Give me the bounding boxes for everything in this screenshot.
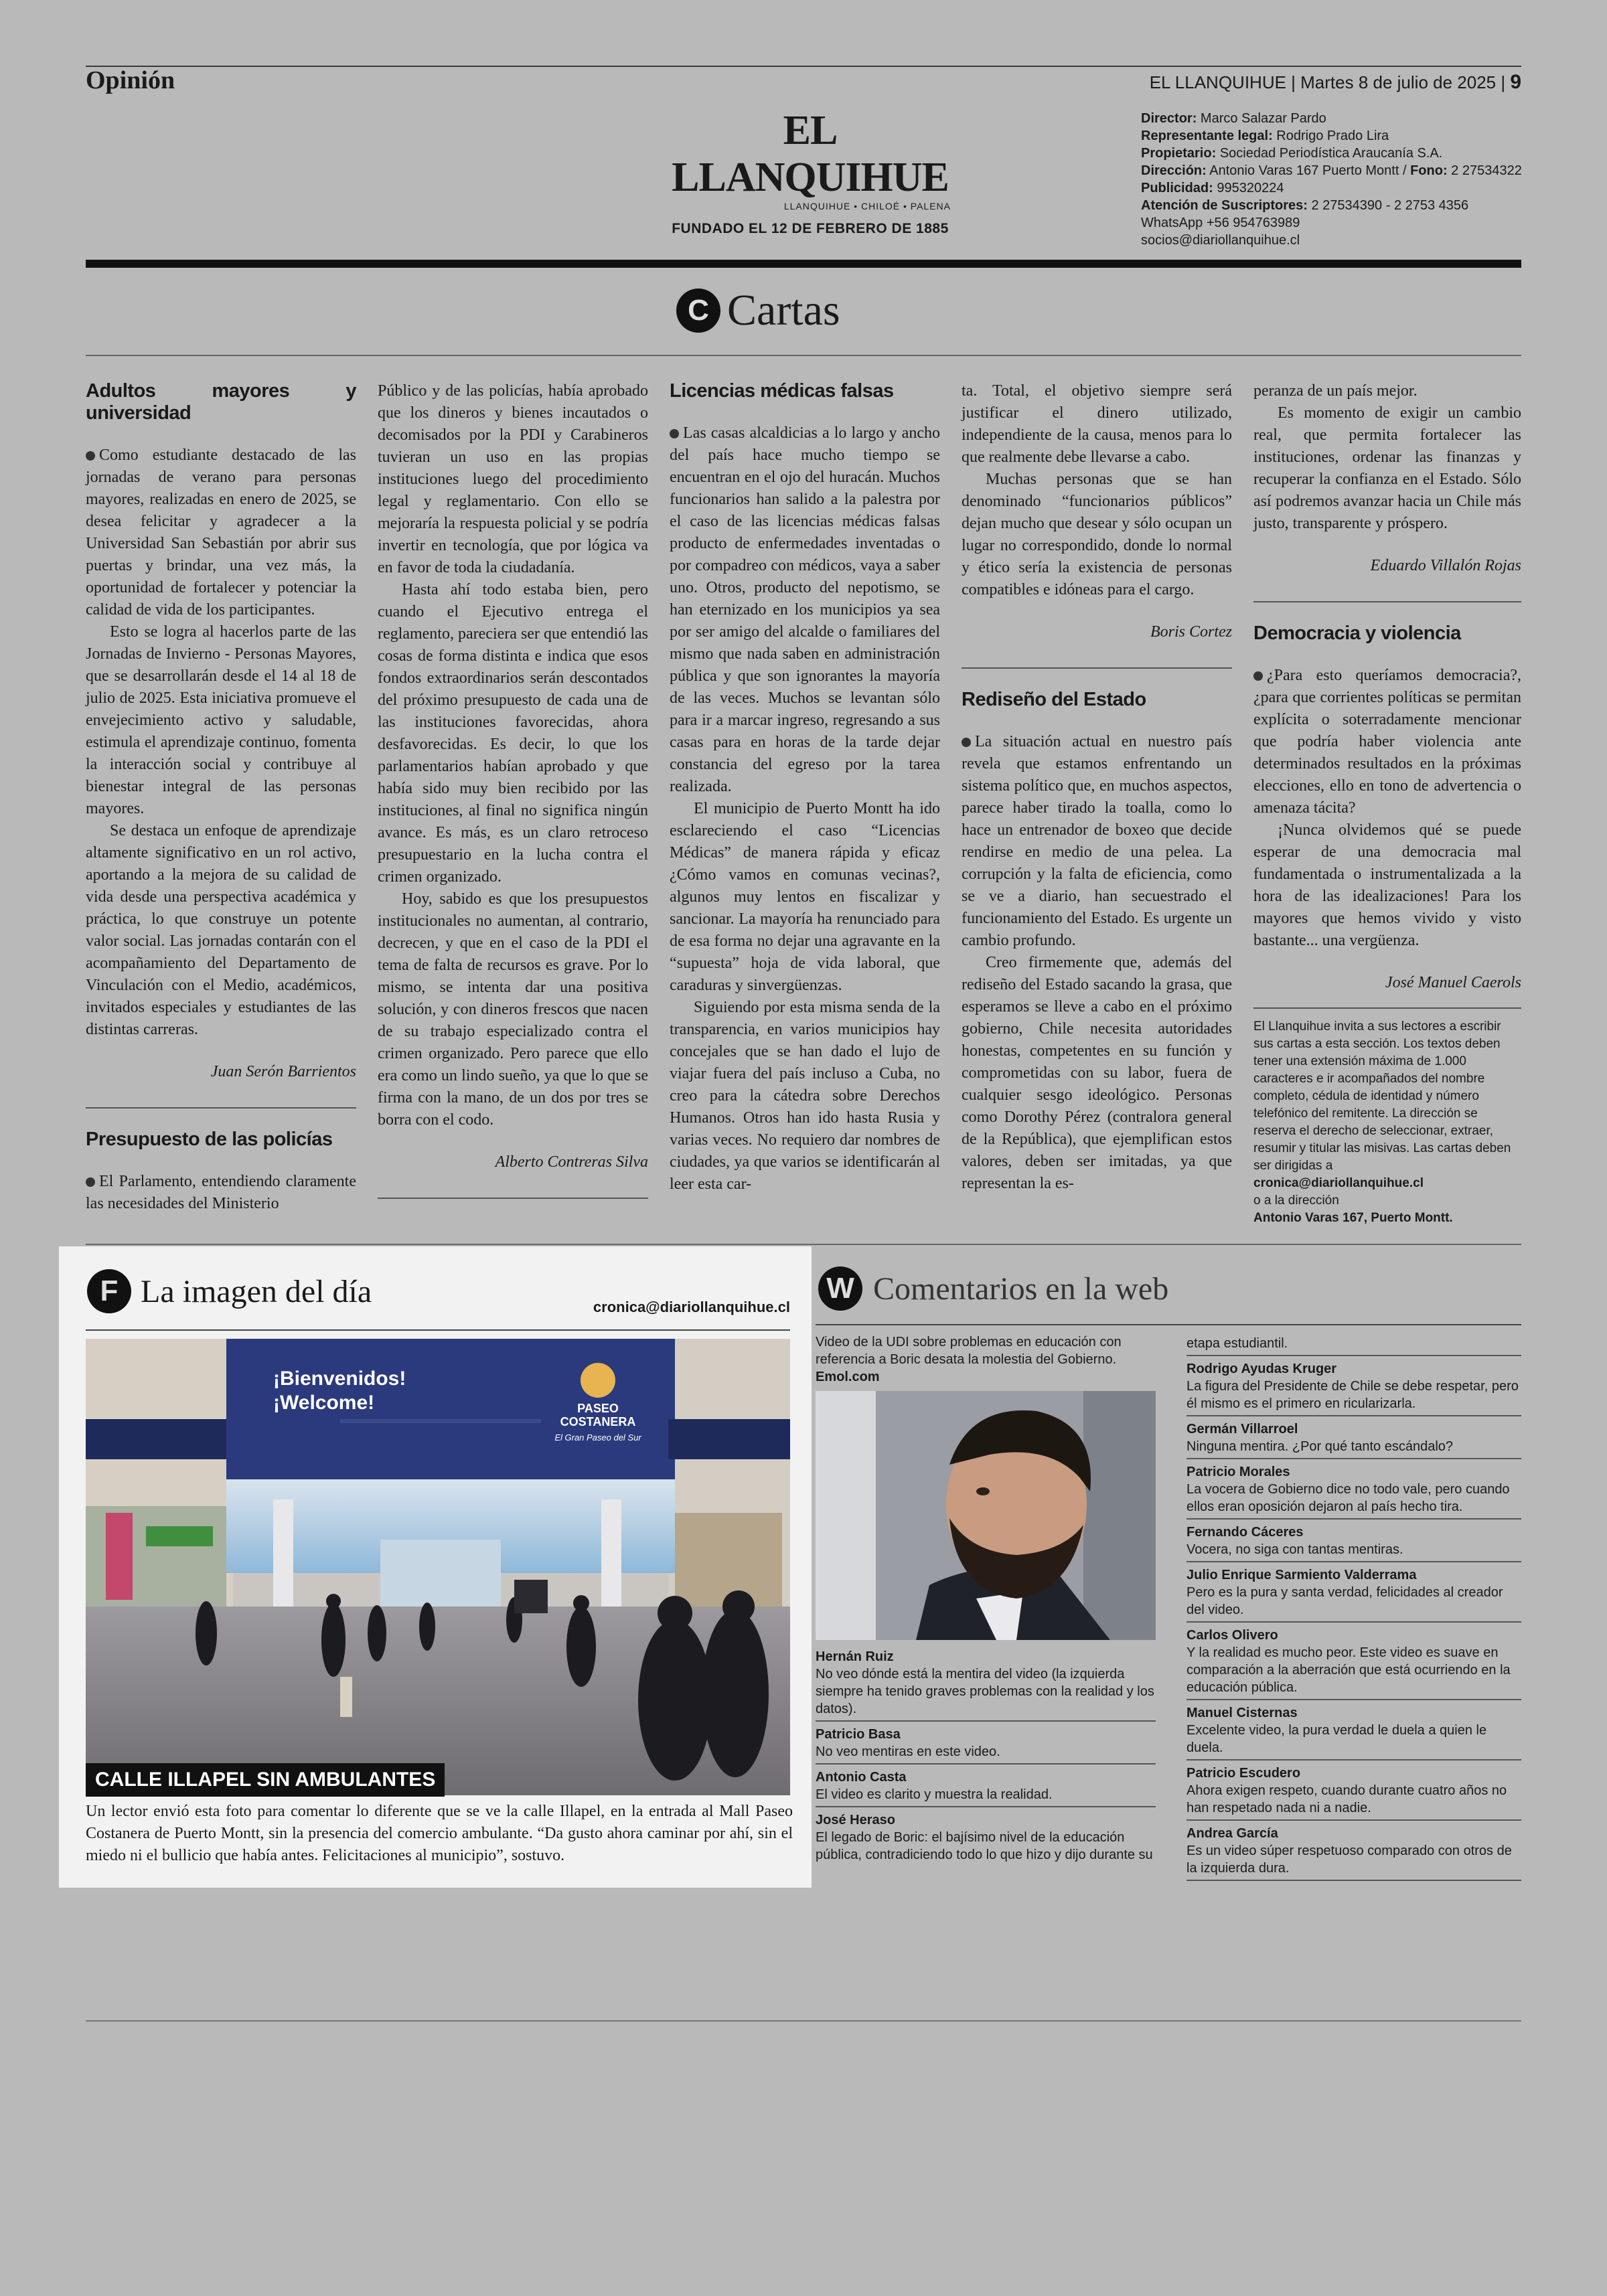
staff-box (1141, 110, 1529, 249)
letter-paragraph: Siguiendo por esta misma senda de la transparencia, en varios municipios hay concejales que se han dado el lujo de viajar fuera del país incluso a Cuba, no creo para la cátedra sobre Derechos Humanos. Otros han ido hasta Rusia y varias veces. No requiero dar nombres de ciudades, ya que varios se identificarán al leer esta car- (670, 999, 940, 1193)
letter-paragraph: Creo firmemente que, además del rediseño del Estado sacando la grasa, que esperamos se lleve a cabo en el próximo gobierno, Chile necesita autoridades honestas, competentes en su función y comprometidas con su labor, fuera de cualquier sesgo ideológico. Personas como Dorothy Pérez (contralora general de la República), que ejemplifican estos valores, deben ser imitadas, ya que representan la es- (962, 954, 1232, 1192)
image-title: La imagen del día (141, 1273, 372, 1309)
letters-column-1 (86, 380, 356, 1215)
news-intro: Video de la UDI sobre problemas en educación con referencia a Boric desata la molestia del Gobierno. Emol.com (816, 1335, 1122, 1384)
letter-paragraph: Es momento de exigir un cambio real, que permita fortalecer las instituciones, ordenar las finanzas y recuperar la confianza en el Estado. Sólo así podremos avanzar hacia un Chile más justo, transparente y próspero. (1253, 404, 1521, 532)
comment-item: Fernando Cáceres Vocera, no siga con tantas mentiras. (1187, 1522, 1521, 1562)
letter-paragraph: El Parlamento, entendiendo claramente las necesidades del Ministerio (86, 1173, 356, 1212)
letter-paragraph: Como estudiante destacado de las jornadas de verano para personas mayores, realizadas en enero de 2025, se desea felicitar y agradecer a la Universidad San Sebastián por abrir sus puertas y brindar, una vez más, la oportunidad de fortalecer y potenciar la calidad de vida de los participantes. (86, 446, 356, 619)
divider (378, 1198, 648, 1199)
mall-logo: PASEO COSTANERA El Gran Paseo del Sur (548, 1363, 648, 1443)
web-rule (816, 1324, 1521, 1325)
letter-title: Rediseño del Estado (962, 689, 1146, 710)
comment-item: Patricio Morales La vocera de Gobierno dice no todo vale, pero cuando ellos eran oposición dejaron al país hecho tira. (1187, 1462, 1521, 1520)
divider (1253, 1007, 1521, 1009)
comments-left-column (816, 1333, 1156, 1869)
comment-item: Hernán Ruiz No veo dónde está la mentira del video (la izquierda siempre ha tenido graves problemas con la realidad y los datos). (816, 1647, 1156, 1722)
note-email[interactable]: cronica@diariollanquihue.cl (1253, 1176, 1424, 1190)
staff-row: Representante legal: Rodrigo Prado Lira (1141, 129, 1389, 143)
letter-paragraph: ¡Nunca olvidemos qué se puede esperar de una democracia mal fundamentada o instrumentalizada a la hora de las idealizaciones! Para los mayores que hemos vivido y visto bastante... una vergüenza. (1253, 821, 1521, 949)
comment-item: Julio Enrique Sarmiento Valderrama Pero es la pura y santa verdad, felicidades al creador del video. (1187, 1565, 1521, 1623)
comment-item: Antonio Casta El video es clarito y muestra la realidad. (816, 1767, 1156, 1807)
letter-paragraph: Hasta ahí todo estaba bien, pero cuando el Ejecutivo entrega el reglamento, pareciera ser que entendió las cosas de forma distinta e indica que esos fondos extraordinarios serán descontados del próximo presupuesto de cada una de las instituciones favorecidas, ahora desfavorecidas. Es decir, lo que los parlamentarios habían aprobado y que había sido muy bien recibido por las instituciones, al final no significa ningún avance. Es más, es un claro retroceso presupuestario en la lucha contra el crimen organizado. (378, 581, 648, 886)
letters-column-5 (1253, 380, 1521, 1227)
paper-name: EL LLANQUIHUE (1149, 72, 1286, 92)
letters-column-4 (962, 380, 1232, 1195)
comment-item: Patricio Escudero Ahora exigen respeto, cuando durante cuatro años no han respetado nada ni a nadie. (1187, 1763, 1521, 1821)
letter-paragraph: Esto se logra al hacerlos parte de las Jornadas de Invierno - Personas Mayores, que se desarrollarán desde el 14 al 18 de julio de 2025. Esta iniciativa promueve el envejecimiento activo y saludable, estimula el aprendizaje continuo, fomenta la interacción social y contribuye al bienestar integral de las personas mayores. (86, 623, 356, 817)
image-badge-icon: F (87, 1269, 131, 1313)
letters-column-3 (670, 380, 940, 1196)
letter-signature: Eduardo Villalón Rojas (1370, 557, 1521, 574)
section-rule (86, 1244, 1521, 1245)
letter-paragraph: Se destaca un enfoque de aprendizaje altamente significativo en un rol activo, aportando a la mejora de su calidad de vida desde una perspectiva académica y práctica, lo que construye un potente valor social. Las jornadas contarán con el acompañamiento del Departamento de Vinculación con el Medio, académicos, invitados especiales y estudiantes de las distintas carreras. (86, 822, 356, 1038)
letter-paragraph: Muchas personas que se han denominado “funcionarios públicos” dejan mucho que desear y sólo ocupan un lugar no correspondido, donde lo normal y ético sería la existencia de personas compatibles e idóneas para el cargo. (962, 471, 1232, 598)
bullet-icon (86, 451, 95, 461)
section-label: Opinión (86, 66, 175, 94)
header-thick-rule (86, 260, 1521, 268)
masthead-subtitle: LLANQUIHUE • CHILOÉ • PALENA (783, 201, 951, 212)
letters-column-2 (378, 380, 648, 1219)
comment-item: Carlos Olivero Y la realidad es mucho peor. Este video es suave en comparación a la aberración que está ocurriendo en la educación pública. (1187, 1625, 1521, 1700)
web-badge-icon: W (818, 1266, 862, 1311)
comment-item: José Heraso El legado de Boric: el bajísimo nivel de la educación pública, contradiciendo todo lo que hizo y dijo durante su (816, 1813, 1153, 1862)
staff-row: WhatsApp +56 954763989 (1141, 216, 1300, 230)
cartas-rule (86, 355, 1521, 356)
comment-continued: etapa estudiantil. (1187, 1333, 1521, 1356)
bullet-icon (86, 1177, 95, 1187)
comment-item: Andrea García Es un video súper respetuoso comparado con otros de la izquierda dura. (1187, 1823, 1521, 1881)
image-of-the-day (59, 1246, 812, 1888)
comment-item: Rodrigo Ayudas Kruger La figura del Presidente de Chile se debe respetar, pero él mismo es el primero en ricularizarla. (1187, 1359, 1521, 1416)
submission-note: El Llanquihue invita a sus lectores a escribir sus cartas a esta sección. Los textos deben tener una extensión máxima de 1.000 caracteres e ir acompañados del nombre completo, cédula de identidad y número telefónico del remitente. La dirección se reserva el derecho de seleccionar, extraer, resumir y titular las misivas. Las cartas deben ser dirigidas a cronica@diariollanquihue.cl o a la dirección Antonio Varas 167, Puerto Montt. (1253, 1019, 1511, 1225)
letter-signature: Juan Serón Barrientos (210, 1063, 356, 1080)
banner-welcome: ¡Bienvenidos! ¡Welcome! (273, 1368, 406, 1414)
bullet-icon (670, 429, 679, 438)
image-email[interactable]: cronica@diariollanquihue.cl (593, 1299, 790, 1315)
cartas-heading (676, 285, 840, 336)
comments-right-column (1187, 1333, 1521, 1884)
letter-paragraph: El municipio de Puerto Montt ha ido esclareciendo el caso “Licencias Médicas” de manera rápida y eficaz ¿Cómo vamos en comunas vecinas?, algunos muy lentos en fiscalizar y sancionar. La mayoría ha renunciado para de esa forma no dejar una agravante en la “supuesta” hoja de vida laboral, que caraduras y sinvergüenzas. (670, 800, 940, 994)
bullet-icon (1253, 671, 1263, 681)
image-rule (86, 1329, 790, 1331)
web-comments-heading (818, 1266, 1168, 1311)
staff-row: Director: Marco Salazar Pardo (1141, 111, 1326, 126)
cartas-title: Cartas (727, 286, 840, 335)
letter-paragraph: Las casas alcaldicias a lo largo y ancho del país hace mucho tiempo se encuentran en el ojo del huracán. Muchos funcionarios han salido a la palestra por el caso de las licencias médicas falsas producto de enfermedades inventadas o por compadreo con médicos, vaya a saber uno. Otros, producto del nepotismo, se han eternizado en los municipios ya sea por ser amigo del alcalde o familiares del mismo que nada saben en administración pública y que son ignorantes la mayoría de las veces. Muchos se levantan sólo para ir a marcar ingreso, regresando a sus casas para en horas de la tarde dejar constancia del egreso por la tarea realizada. (670, 424, 940, 795)
letter-signature: Alberto Contreras Silva (495, 1153, 648, 1171)
letter-signature: José Manuel Caerols (1385, 974, 1521, 991)
staff-row: Publicidad: 995320224 (1141, 181, 1284, 195)
letter-title: Adultos mayores y universidad (86, 380, 356, 424)
cartas-badge-icon: C (676, 289, 720, 333)
bullet-icon (962, 738, 971, 747)
comment-item: Germán Villarroel Ninguna mentira. ¿Por qué tanto escándalo? (1187, 1419, 1521, 1459)
image-heading (87, 1269, 372, 1313)
date-line: EL LLANQUIHUE | Martes 8 de julio de 2025 | 9 (1149, 71, 1521, 93)
comment-item: Manuel Cisternas Excelente video, la pura verdad le duela a quien le duela. (1187, 1703, 1521, 1760)
comment-item: Patricio Basa No veo mentiras en este video. (816, 1724, 1156, 1765)
letter-paragraph: Hoy, sabido es que los presupuestos institucionales no aumentan, al contrario, decrecen, y que en el caso de la PDI el tema de falta de recursos es grave. Por lo mismo, se intenta dar una positiva solución, y con dineros frescos que nacen de su trabajo especializado contra el crimen organizado. Pero parece que ello era como un lindo sueño, ya que lo que se firma con la mano, de un dos por tres se borra con el codo. (378, 890, 648, 1129)
founded-line: FUNDADO EL 12 DE FEBRERO DE 1885 (672, 221, 949, 236)
president-portrait (816, 1391, 1156, 1640)
divider (962, 667, 1232, 669)
page-number: 9 (1510, 71, 1521, 93)
letter-paragraph: peranza de un país mejor. (1253, 382, 1418, 400)
divider (86, 1107, 356, 1109)
mall-entrance-photo (86, 1339, 790, 1795)
letter-signature: Boris Cortez (1150, 623, 1232, 641)
divider (1253, 601, 1521, 602)
image-caption-tag: CALLE ILLAPEL SIN AMBULANTES (86, 1763, 445, 1797)
letter-paragraph: La situación actual en nuestro país revela que estamos enfrentando un sistema político que, en muchos aspectos, parece haber tirado la toalla, como lo hace un entrenador de boxeo que decide rendirse en medio de una pelea. La corrupción y la falta de eficiencia, como se ve a diario, han secuestrado el funcionamiento del Estado. Es urgente un cambio profundo. (962, 733, 1232, 949)
top-rule (86, 66, 1521, 67)
staff-row: Atención de Suscriptores: 2 27534390 - 2 2753 4356 (1141, 198, 1469, 213)
bottom-rule (86, 2020, 1521, 2022)
news-source-link[interactable]: Emol.com (816, 1370, 880, 1384)
letter-paragraph: ¿Para esto queríamos democracia?, ¿para que corrientes políticas se permitan explícita o soterradamente mencionar que podría haber violencia ante determinados resultados en la próximas elecciones, ello en tono de advertencia o amenaza tácita? (1253, 667, 1521, 817)
letter-paragraph: ta. Total, el objetivo siempre será justificar el dinero utilizado, independiente de la causa, menos para lo que realmente debe llevarse a cabo. (962, 382, 1232, 466)
mall-logo-icon (581, 1363, 615, 1398)
letter-title: Presupuesto de las policías (86, 1129, 333, 1150)
issue-date: Martes 8 de julio de 2025 (1300, 72, 1497, 92)
letter-title: Democracia y violencia (1253, 623, 1461, 644)
staff-row: Propietario: Sociedad Periodística Araucanía S.A. (1141, 146, 1443, 161)
image-caption: Un lector envió esta foto para comentar lo diferente que se ve la calle Illapel, en la entrada al Mall Paseo Costanera de Puerto Montt, sin la presencia del comercio ambulante. “Da gusto ahora caminar por ahí, sin el miedo ni el bullicio que había antes. Felicitaciones al municipio”, sostuvo. (86, 1803, 793, 1864)
letter-paragraph: Público y de las policías, había aprobado que los dineros y bienes incautados o decomisados por la PDI y Carabineros tuvieran un uso en las propias instituciones luego del procedimiento legal y reglamentario. Con ello se mejoraría la respuesta policial y se podría invertir en tecnología, que por lógica va en favor de toda la ciudadanía. (378, 382, 648, 576)
masthead (643, 107, 978, 237)
staff-row: Dirección: Antonio Varas 167 Puerto Montt / Fono: 2 27534322 (1141, 163, 1522, 178)
masthead-logo: EL LLANQUIHUE (672, 108, 949, 200)
web-comments-title: Comentarios en la web (873, 1270, 1169, 1307)
staff-row: socios@diariollanquihue.cl (1141, 233, 1300, 248)
letter-title: Licencias médicas falsas (670, 380, 894, 402)
